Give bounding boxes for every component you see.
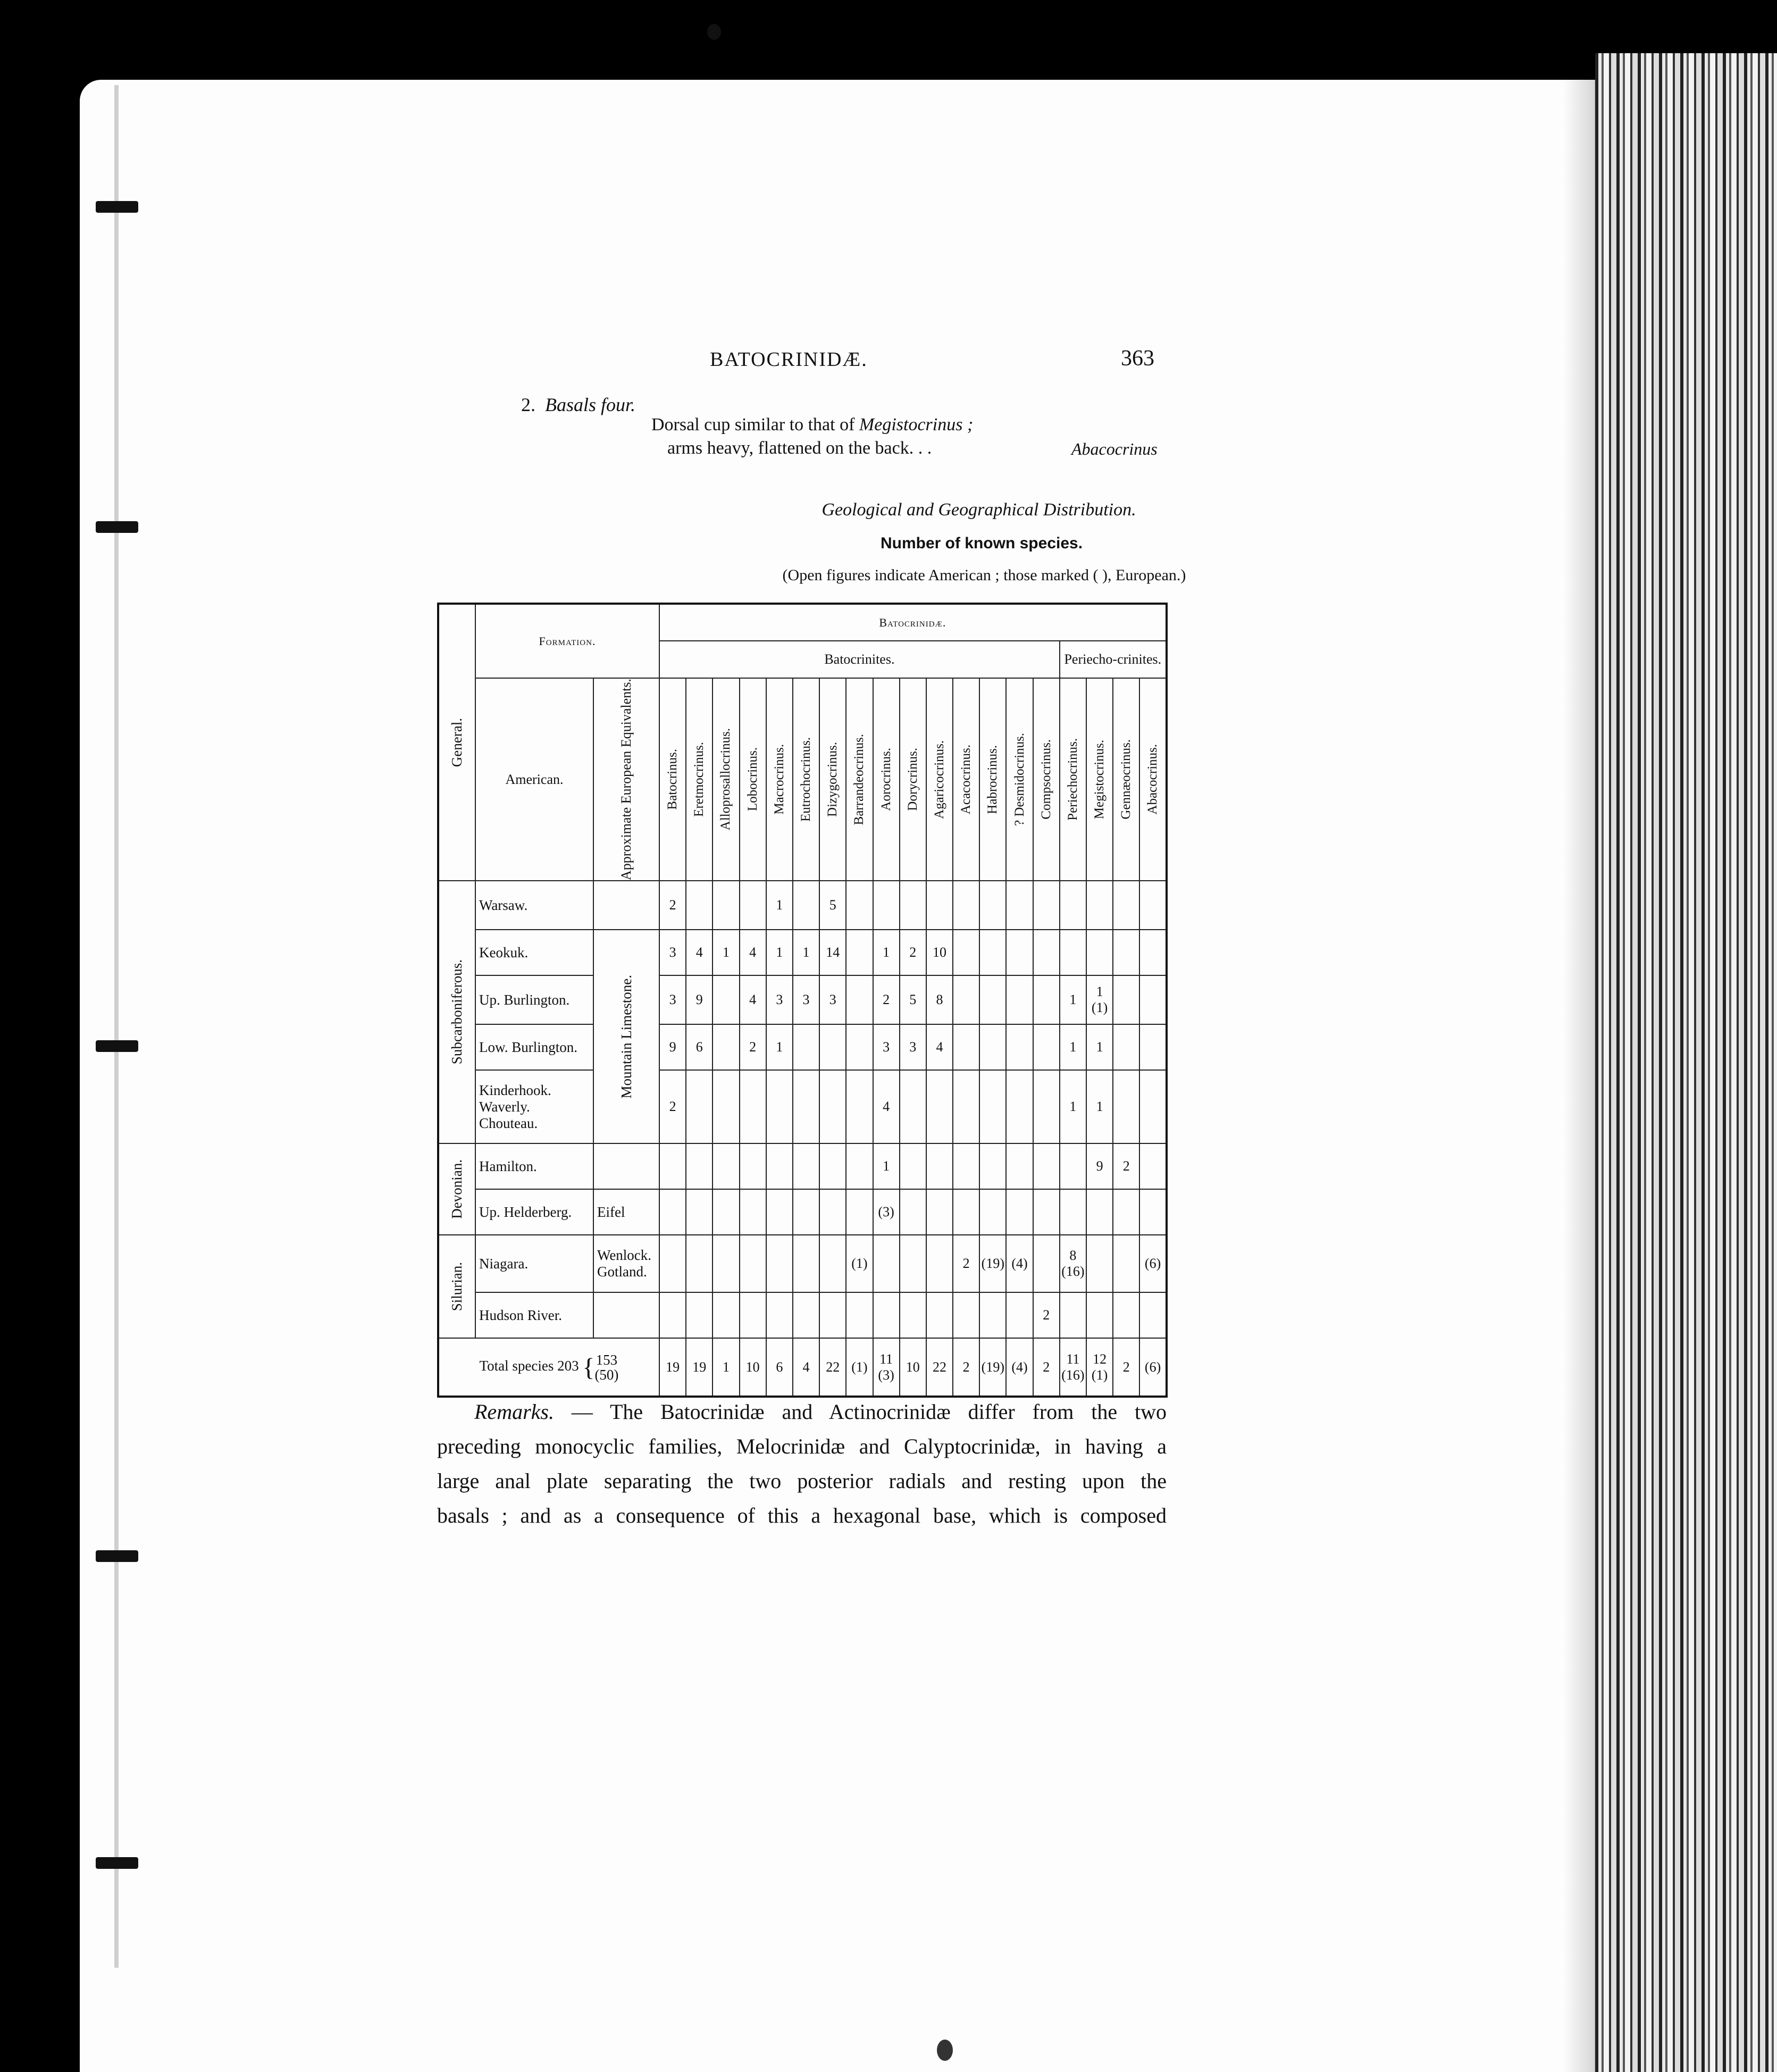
species-count [926, 881, 953, 930]
species-count: 2 [659, 881, 686, 930]
species-count [900, 1292, 926, 1338]
species-count [926, 1292, 953, 1338]
page-edges [1595, 53, 1777, 2072]
species-count [713, 1235, 739, 1292]
period-label: Devonian. [449, 1159, 465, 1219]
species-count [953, 1143, 979, 1189]
species-count [1113, 1235, 1139, 1292]
species-count: 1 [766, 1024, 793, 1070]
species-count: (3) [873, 1189, 900, 1235]
table-note: (Open figures indicate American ; those marked ( ), European.) [782, 566, 1186, 584]
species-count [1006, 881, 1033, 930]
species-count [686, 1143, 713, 1189]
species-count [793, 1024, 819, 1070]
species-count [953, 1024, 979, 1070]
dust-mark [707, 24, 721, 40]
species-count: 2 [1113, 1143, 1139, 1189]
species-count: 3 [819, 975, 846, 1024]
key-genus: Abacocrinus [1071, 439, 1158, 458]
genus-name: Lobocrinus. [745, 747, 760, 812]
species-count: 1 [1060, 975, 1086, 1024]
species-count [900, 1189, 926, 1235]
species-count: 1 [766, 881, 793, 930]
genus-name: Megistocrinus. [1092, 739, 1107, 820]
species-count: 1 [1086, 1070, 1113, 1143]
genus-column-header [819, 678, 846, 881]
species-count [979, 1024, 1006, 1070]
genus-name: Eutrochocrinus. [799, 737, 814, 822]
species-count: 9 [1086, 1143, 1113, 1189]
genus-column-header [793, 678, 819, 881]
species-count [900, 881, 926, 930]
total-count: 10 [900, 1338, 926, 1397]
total-count: 4 [793, 1338, 819, 1397]
species-count [1006, 975, 1033, 1024]
total-count: 6 [766, 1338, 793, 1397]
genus-name: Eretmocrinus. [692, 742, 707, 817]
species-count [766, 1189, 793, 1235]
species-count: 3 [793, 975, 819, 1024]
species-count [713, 1070, 739, 1143]
species-count [846, 975, 873, 1024]
species-count [740, 1292, 766, 1338]
family-header: Batocrinidæ. [659, 604, 1167, 641]
binding-mark [96, 521, 138, 533]
genus-column-header [846, 678, 873, 881]
species-count [1033, 1024, 1060, 1070]
species-count: 4 [740, 975, 766, 1024]
species-count: 2 [953, 1235, 979, 1292]
european-equivalent [593, 930, 659, 1143]
species-count [766, 1235, 793, 1292]
genus-name: Agaricocrinus. [932, 740, 946, 819]
species-count [1139, 930, 1166, 975]
species-count [819, 1292, 846, 1338]
species-count [819, 1070, 846, 1143]
european-equivalent [593, 1143, 659, 1189]
genus-name: Dizygocrinus. [825, 742, 840, 817]
species-count [686, 1070, 713, 1143]
species-count [953, 1189, 979, 1235]
genus-column-header [659, 678, 686, 881]
species-count [1113, 1189, 1139, 1235]
species-count [713, 1189, 739, 1235]
species-count [846, 1143, 873, 1189]
species-count [1033, 1143, 1060, 1189]
genus-column-header [740, 678, 766, 881]
genus-name: Macrocrinus. [772, 744, 786, 815]
species-count [1139, 1024, 1166, 1070]
species-count [793, 1143, 819, 1189]
species-count [979, 881, 1006, 930]
formation-header: Formation. [475, 604, 659, 678]
species-count [1113, 930, 1139, 975]
species-count [1086, 1189, 1113, 1235]
species-count [1086, 881, 1113, 930]
species-count [686, 1292, 713, 1338]
species-count [740, 1143, 766, 1189]
general-label: General. [449, 717, 465, 767]
binding-mark [96, 1550, 138, 1562]
species-count: (6) [1139, 1235, 1166, 1292]
remarks-lead: Remarks. [474, 1400, 554, 1424]
total-count: 2 [953, 1338, 979, 1397]
total-count: 22 [926, 1338, 953, 1397]
species-count: 3 [900, 1024, 926, 1070]
total-count: 11 (16) [1060, 1338, 1086, 1397]
species-count [1033, 1070, 1060, 1143]
species-count: 2 [873, 975, 900, 1024]
genus-name: Periechocrinus. [1065, 738, 1080, 821]
species-count [926, 1189, 953, 1235]
distribution-table [437, 603, 1168, 1398]
species-count [1060, 881, 1086, 930]
binding-mark [96, 1857, 138, 1869]
species-count [846, 1292, 873, 1338]
species-count [1006, 930, 1033, 975]
species-count [819, 1235, 846, 1292]
page-fold [114, 85, 119, 1968]
species-count [1086, 930, 1113, 975]
species-count: 4 [686, 930, 713, 975]
species-count [793, 1292, 819, 1338]
species-count [1006, 1143, 1033, 1189]
genus-column-header [1006, 678, 1033, 881]
genus-name: Compsocrinus. [1038, 739, 1053, 820]
species-count: 8 (16) [1060, 1235, 1086, 1292]
key-item: 2. Basals four. [521, 394, 636, 415]
species-count [659, 1143, 686, 1189]
species-count [1006, 1024, 1033, 1070]
species-count: 3 [766, 975, 793, 1024]
total-count: (1) [846, 1338, 873, 1397]
species-count [926, 1070, 953, 1143]
species-count [1139, 1143, 1166, 1189]
species-count [766, 1070, 793, 1143]
species-count [793, 1189, 819, 1235]
genus-column-header [686, 678, 713, 881]
species-count [740, 881, 766, 930]
species-count [926, 1143, 953, 1189]
periechocrinites-header: Periecho-crinites. [1060, 641, 1167, 678]
species-count [713, 1292, 739, 1338]
genus-column-header [713, 678, 739, 881]
european-label: Approximate European Equivalents. [618, 679, 634, 881]
species-count: 1 [1060, 1070, 1086, 1143]
european-header [593, 678, 659, 881]
species-count [793, 881, 819, 930]
total-count: (19) [979, 1338, 1006, 1397]
genus-column-header [1060, 678, 1086, 881]
species-count [979, 975, 1006, 1024]
total-text: Total species 203 [479, 1357, 583, 1374]
formation-american: Keokuk. [475, 930, 593, 975]
species-count [1033, 881, 1060, 930]
total-count: 2 [1033, 1338, 1060, 1397]
genus-name: Barrandeocrinus. [852, 733, 867, 825]
species-count [740, 1189, 766, 1235]
species-count [900, 1070, 926, 1143]
species-count: 1 [793, 930, 819, 975]
genus-name: Gennæocrinus. [1119, 739, 1134, 820]
formation-american: Hamilton. [475, 1143, 593, 1189]
species-count: 1 [713, 930, 739, 975]
species-count [1139, 1070, 1166, 1143]
dust-mark [937, 2040, 953, 2061]
species-count: 1 [873, 930, 900, 975]
formation-american: Low. Burlington. [475, 1024, 593, 1070]
total-split: 153 (50) [594, 1351, 619, 1383]
species-count [953, 930, 979, 975]
species-count [1113, 975, 1139, 1024]
species-count [846, 1024, 873, 1070]
genus-name: Alloprosallocrinus. [718, 728, 733, 831]
species-count [686, 1189, 713, 1235]
species-count [659, 1235, 686, 1292]
running-head: BATOCRINIDÆ. [710, 348, 868, 371]
species-count [819, 1189, 846, 1235]
species-count: 8 [926, 975, 953, 1024]
european-equivalent: Eifel [593, 1189, 659, 1235]
species-count [979, 1070, 1006, 1143]
total-count: (6) [1139, 1338, 1166, 1397]
species-count: 10 [926, 930, 953, 975]
species-count: 1 [766, 930, 793, 975]
genus-column-header [1139, 678, 1166, 881]
genus-name: Batocrinus. [665, 749, 680, 810]
genus-name: ? Desmidocrinus. [1012, 733, 1027, 826]
species-count [1086, 1292, 1113, 1338]
mountain-limestone-label: Mountain Limestone. [618, 974, 634, 1099]
key-line: Dorsal cup similar to that of Megistocrinus ; [651, 415, 974, 435]
genus-name: Dorycrinus. [905, 748, 920, 811]
european-equivalent [593, 1292, 659, 1338]
species-count: (4) [1006, 1235, 1033, 1292]
species-count [846, 881, 873, 930]
period-label: Subcarboniferous. [449, 959, 465, 1065]
american-header: American. [475, 678, 593, 881]
genus-column-header [900, 678, 926, 881]
remarks-line: preceding monocyclic families, Melocrinidæ and Calyptocrinidæ, in having a [437, 1434, 1167, 1458]
formation-american: Kinderhook. Waverly. Chouteau. [475, 1070, 593, 1143]
species-count: 5 [900, 975, 926, 1024]
formation-american: Niagara. [475, 1235, 593, 1292]
species-count [819, 1143, 846, 1189]
general-corner [438, 604, 475, 881]
european-equivalent: Wenlock. Gotland. [593, 1235, 659, 1292]
page-number: 363 [1121, 346, 1154, 371]
species-count: 2 [740, 1024, 766, 1070]
species-count [873, 1292, 900, 1338]
total-count: 19 [659, 1338, 686, 1397]
species-count: 1 (1) [1086, 975, 1113, 1024]
species-count [1113, 1024, 1139, 1070]
species-count [1086, 1235, 1113, 1292]
total-count: 12 (1) [1086, 1338, 1113, 1397]
species-count: 4 [740, 930, 766, 975]
binding-mark [96, 1040, 138, 1052]
species-count: 6 [686, 1024, 713, 1070]
species-count [873, 1235, 900, 1292]
species-count: 3 [873, 1024, 900, 1070]
species-count [846, 930, 873, 975]
species-count [953, 1292, 979, 1338]
species-count [846, 1070, 873, 1143]
species-count: (19) [979, 1235, 1006, 1292]
species-count [1139, 881, 1166, 930]
species-count: 14 [819, 930, 846, 975]
species-count [900, 1143, 926, 1189]
species-count: 3 [659, 930, 686, 975]
species-count [979, 1189, 1006, 1235]
species-count [1113, 1292, 1139, 1338]
european-equivalent [593, 881, 659, 930]
period-label: Silurian. [449, 1261, 465, 1311]
period-group [438, 881, 475, 1143]
species-count: 5 [819, 881, 846, 930]
species-count [1033, 975, 1060, 1024]
genus-column-header [1033, 678, 1060, 881]
species-count: 2 [1033, 1292, 1060, 1338]
species-count [900, 1235, 926, 1292]
genus-column-header [873, 678, 900, 881]
species-count: 2 [900, 930, 926, 975]
period-group [438, 1143, 475, 1235]
species-count [953, 881, 979, 930]
key-line: arms heavy, flattened on the back. . . [667, 438, 932, 458]
genus-column-header [953, 678, 979, 881]
species-count [819, 1024, 846, 1070]
species-count [1033, 1189, 1060, 1235]
remarks-line: basals ; and as a consequence of this a hexagonal base, which is composed [437, 1503, 1167, 1527]
species-count: 3 [659, 975, 686, 1024]
species-count [979, 1143, 1006, 1189]
total-count: 22 [819, 1338, 846, 1397]
species-count: 1 [873, 1143, 900, 1189]
genus-column-header [979, 678, 1006, 881]
species-count: 9 [686, 975, 713, 1024]
total-count: 11 (3) [873, 1338, 900, 1397]
species-count [766, 1143, 793, 1189]
formation-american: Warsaw. [475, 881, 593, 930]
remarks-paragraph [437, 1394, 1167, 1533]
species-count [1033, 1235, 1060, 1292]
species-count: 4 [873, 1070, 900, 1143]
species-count: 4 [926, 1024, 953, 1070]
species-count: (1) [846, 1235, 873, 1292]
genus-name: Habrocrinus. [985, 745, 1000, 814]
species-count [766, 1292, 793, 1338]
total-count: (4) [1006, 1338, 1033, 1397]
species-count [979, 1292, 1006, 1338]
species-count [846, 1189, 873, 1235]
total-count: 1 [713, 1338, 739, 1397]
species-count [1033, 930, 1060, 975]
species-count [1139, 1189, 1166, 1235]
species-count [793, 1235, 819, 1292]
period-group [438, 1235, 475, 1338]
species-count [1060, 1143, 1086, 1189]
total-label [438, 1338, 659, 1397]
species-count: 2 [659, 1070, 686, 1143]
species-count [793, 1070, 819, 1143]
remarks-line: Remarks. — The Batocrinidæ and Actinocrinidæ differ from the two [474, 1400, 1167, 1424]
genus-column-header [1086, 678, 1113, 881]
species-count [740, 1235, 766, 1292]
species-count [659, 1189, 686, 1235]
species-count [873, 881, 900, 930]
total-count: 19 [686, 1338, 713, 1397]
species-count [1006, 1189, 1033, 1235]
species-count [1060, 1292, 1086, 1338]
formation-american: Up. Burlington. [475, 975, 593, 1024]
genus-column-header [766, 678, 793, 881]
species-count [1113, 1070, 1139, 1143]
species-count [686, 1235, 713, 1292]
species-count [1113, 881, 1139, 930]
species-count [1139, 975, 1166, 1024]
species-count [1006, 1292, 1033, 1338]
species-count: 1 [1086, 1024, 1113, 1070]
species-count [1060, 930, 1086, 975]
species-count [713, 975, 739, 1024]
species-count [979, 930, 1006, 975]
table-title: Geological and Geographical Distribution. [822, 500, 1136, 520]
remarks-line: large anal plate separating the two posterior radials and resting upon the [437, 1469, 1167, 1493]
brace: { [582, 1353, 595, 1382]
species-count: 9 [659, 1024, 686, 1070]
species-count [1139, 1292, 1166, 1338]
species-count [686, 881, 713, 930]
binding-mark [96, 201, 138, 213]
species-count [953, 1070, 979, 1143]
species-count [713, 881, 739, 930]
formation-american: Hudson River. [475, 1292, 593, 1338]
species-count: 1 [1060, 1024, 1086, 1070]
batocrinites-header: Batocrinites. [659, 641, 1060, 678]
genus-column-header [1113, 678, 1139, 881]
formation-american: Up. Helderberg. [475, 1189, 593, 1235]
species-count [740, 1070, 766, 1143]
total-count: 10 [740, 1338, 766, 1397]
species-count [1060, 1189, 1086, 1235]
genus-name: Aorocrinus. [878, 748, 893, 811]
species-count [953, 975, 979, 1024]
species-count [1006, 1070, 1033, 1143]
genus-name: Abacocrinus. [1145, 744, 1160, 815]
genus-column-header [926, 678, 953, 881]
table-subtitle: Number of known species. [880, 534, 1083, 552]
species-count [713, 1143, 739, 1189]
species-count [926, 1235, 953, 1292]
species-count [713, 1024, 739, 1070]
species-count [659, 1292, 686, 1338]
genus-name: Acacocrinus. [959, 744, 974, 815]
total-count: 2 [1113, 1338, 1139, 1397]
